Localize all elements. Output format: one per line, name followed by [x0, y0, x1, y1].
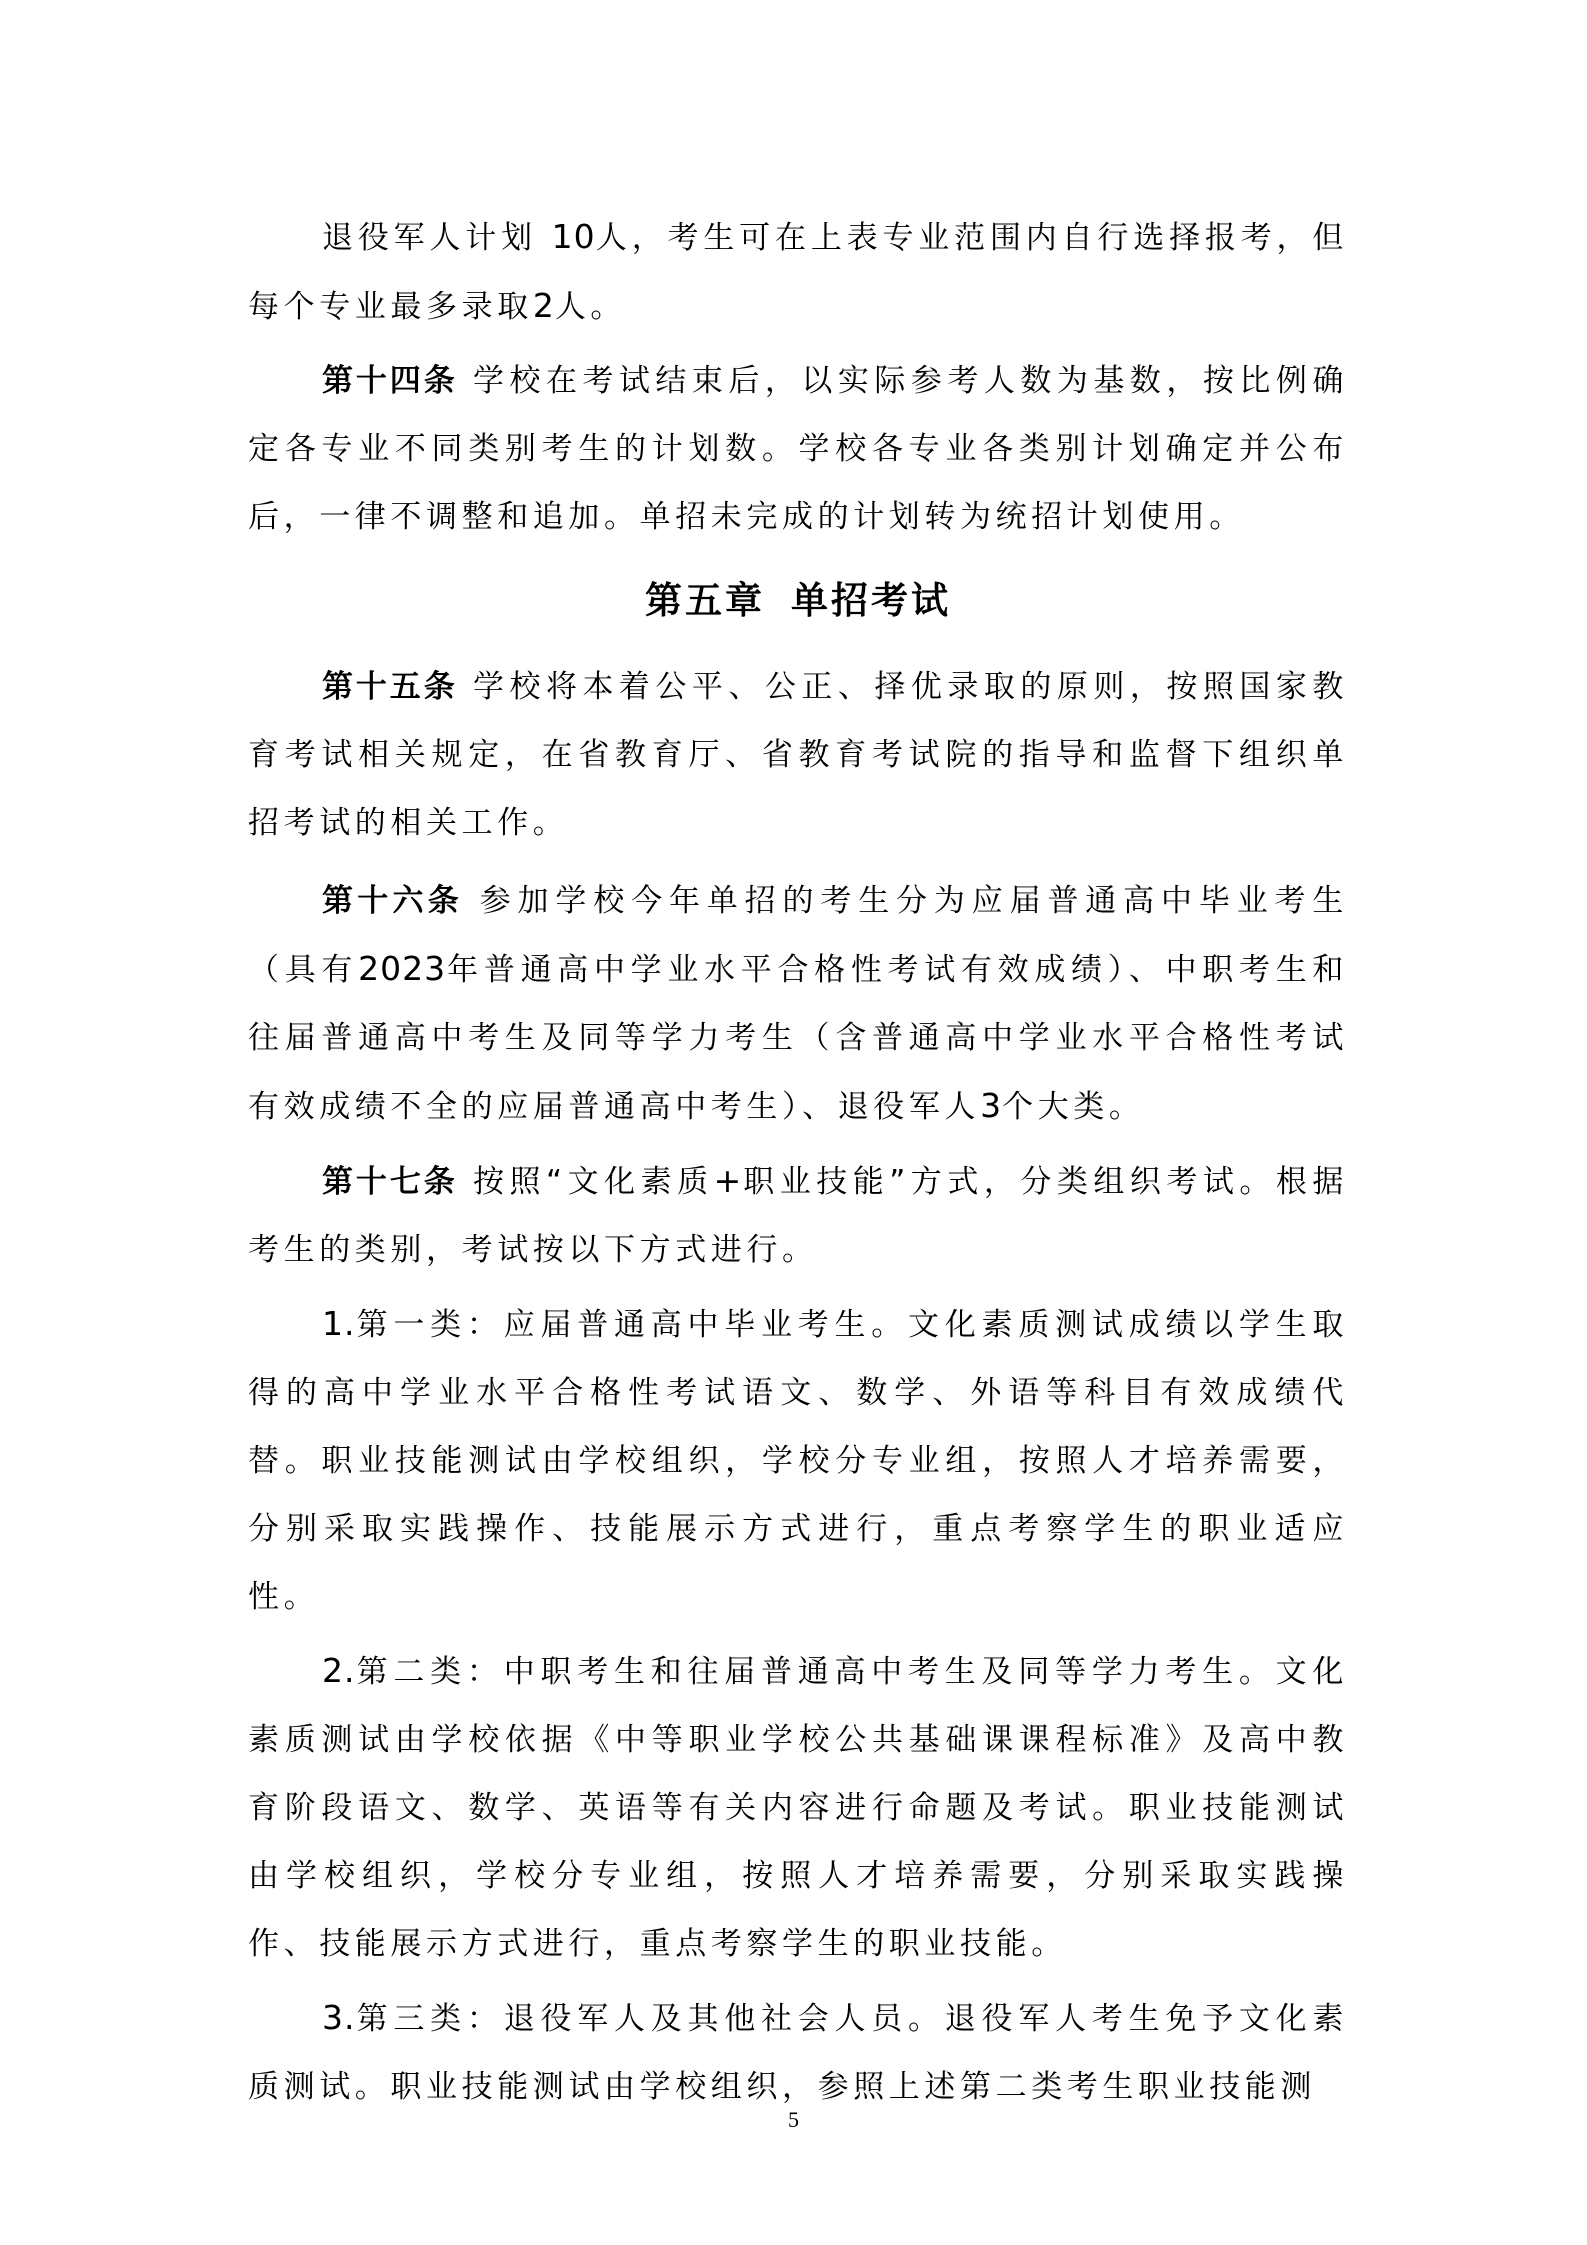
item-number: 2.	[322, 1651, 356, 1690]
number-value: 2	[532, 286, 555, 325]
page-number: 5	[788, 2107, 799, 2132]
item-number: 1.	[322, 1304, 356, 1343]
article-17	[248, 1147, 1348, 1284]
item-2-category	[248, 1637, 1348, 1978]
article-text: 职业技能”方式，分类组织考试。根据考生的类别，考试按以下方式进行。	[248, 1164, 1349, 1268]
document-body	[248, 203, 1348, 2121]
article-label: 第十七条	[322, 1164, 458, 1200]
chapter-number: 第五章	[645, 579, 765, 622]
item-text: 第二类：中职考生和往届普通高中考生及同等学力考生。文化素质测试由学校依据《中等职业学校公共基础课课程标准》及高中教育阶段语文、数学、英语等有关内容进行命题及考试。职业技能测试由学校组织，学校分专业组，按照人才培养需要，分别采取实践操作、技能展示方式进行，重点考察学生的职业技能。	[248, 1654, 1348, 1962]
chapter-title: 单招考试	[791, 579, 951, 622]
article-14	[248, 347, 1348, 551]
article-text: 参加学校今年单招的考生分为应届普通高中毕业考生（具有	[248, 883, 1348, 988]
plus-sign: +	[713, 1161, 743, 1200]
item-text: 第三类：退役军人及其他社会人员。退役军人考生免予文化素质测试。职业技能测试由学校组织，参照上述第二类考生职业技能测	[248, 2001, 1348, 2105]
item-1-category	[248, 1290, 1348, 1631]
article-label: 第十六条	[322, 883, 463, 919]
item-3-category	[248, 1984, 1348, 2121]
item-number: 3.	[322, 1998, 356, 2037]
number-value: 3	[980, 1086, 1003, 1125]
article-16	[248, 867, 1348, 1141]
article-label: 第十四条	[322, 363, 458, 399]
article-text: 年普通高中学业水平合格性考试有效成绩）、中职考生和往届普通高中考生及同等学力考生（含普通高中学业水平合格性考试有效成绩不全的应届普通高中考生）、退役军人	[248, 952, 1348, 1125]
number-value: 2023	[358, 949, 447, 988]
article-15	[248, 653, 1348, 857]
chapter-heading	[248, 571, 1348, 631]
article-text: 学校将本着公平、公正、择优录取的原则，按照国家教育考试相关规定，在省教育厅、省教育考试院的指导和监督下组织单招考试的相关工作。	[248, 669, 1348, 841]
item-text: 第一类：应届普通高中毕业考生。文化素质测试成绩以学生取得的高中学业水平合格性考试语文、数学、外语等科目有效成绩代替。职业技能测试由学校组织，学校分专业组，按照人才培养需要，分别采取实践操作、技能展示方式进行，重点考察学生的职业适应性。	[248, 1307, 1348, 1615]
number-value: 10	[551, 217, 596, 256]
paragraph-veteran-plan	[248, 203, 1348, 341]
text-segment: 人，考生可在上表专业范围内自行选择报考，但每个专业最多录取	[248, 220, 1348, 325]
text-segment: 退役军人计划	[322, 220, 552, 256]
article-text: 学校在考试结束后，以实际参考人数为基数，按比例确定各专业不同类别考生的计划数。学校各专业各类别计划确定并公布后，一律不调整和追加。单招未完成的计划转为统招计划使用。	[248, 363, 1348, 535]
article-label: 第十五条	[322, 669, 458, 705]
text-segment: 人。	[554, 289, 627, 325]
article-text: 按照“文化素质	[457, 1164, 714, 1200]
article-text: 个大类。	[1002, 1089, 1145, 1125]
